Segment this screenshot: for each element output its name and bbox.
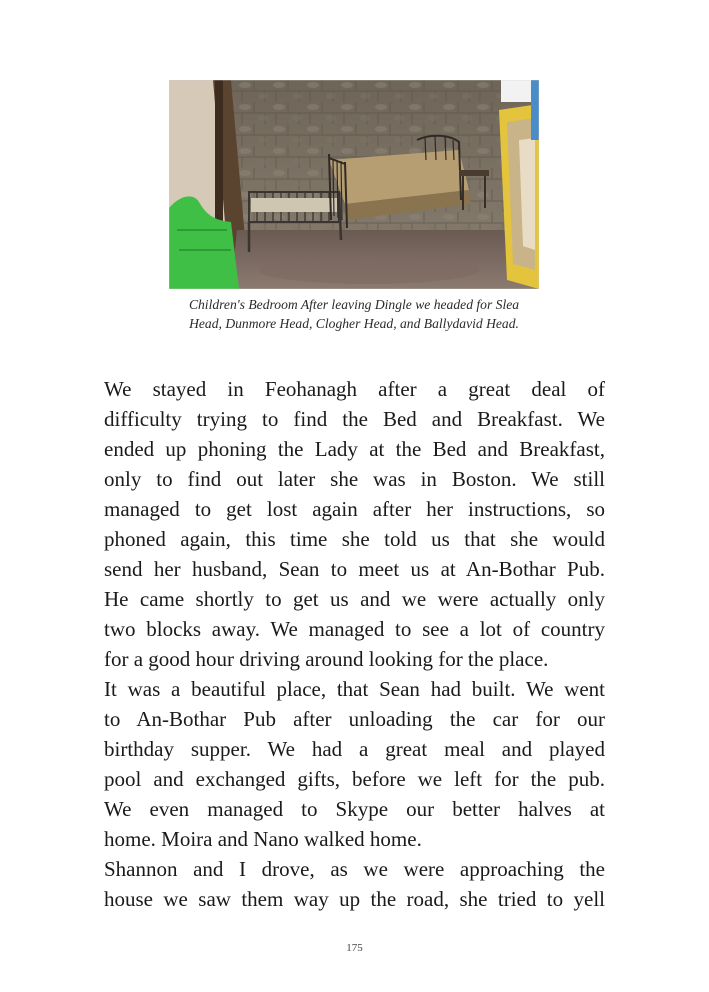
body-text	[104, 374, 605, 914]
figure-caption	[160, 295, 548, 333]
text-line: for a good hour driving around looking for the place.	[104, 647, 549, 671]
text-line: two blocks away. We managed to see a lot of country	[104, 617, 605, 641]
text-line: home. Moira and Nano walked home.	[104, 827, 422, 851]
bedroom-photo	[169, 80, 539, 289]
text-line: We stayed in Feohanagh after a great deal of	[104, 377, 605, 401]
bedroom-photo-illustration	[169, 80, 539, 289]
text-line: birthday supper. We had a great meal and played	[104, 737, 605, 761]
text-line: We even managed to Skype our better halves at	[104, 797, 605, 821]
text-line: pool and exchanged gifts, before we left for the pub.	[104, 767, 605, 791]
page-number: 175	[346, 942, 363, 954]
text-line: He came shortly to get us and we were actually only	[104, 587, 605, 611]
text-line: Shannon and I drove, as we were approaching the	[104, 857, 605, 881]
text-line: It was a beautiful place, that Sean had built. We went	[104, 677, 605, 701]
text-line: to An-Bothar Pub after unloading the car for our	[104, 707, 605, 731]
text-line: house we saw them way up the road, she tried to yell	[104, 887, 605, 911]
text-line: send her husband, Sean to meet us at An-Bothar Pub.	[104, 557, 605, 581]
text-line: managed to get lost again after her instructions, so	[104, 497, 605, 521]
caption-line: Children's Bedroom After leaving Dingle we headed for Slea	[188, 297, 520, 312]
text-line: difficulty trying to find the Bed and Breakfast. We	[104, 407, 605, 431]
text-line: ended up phoning the Lady at the Bed and Breakfast,	[104, 437, 605, 461]
text-line: phoned again, this time she told us that she would	[104, 527, 605, 551]
caption-line: Head, Dunmore Head, Clogher Head, and Ballydavid Head.	[189, 316, 519, 331]
text-line: only to find out later she was in Boston. We still	[104, 467, 605, 491]
